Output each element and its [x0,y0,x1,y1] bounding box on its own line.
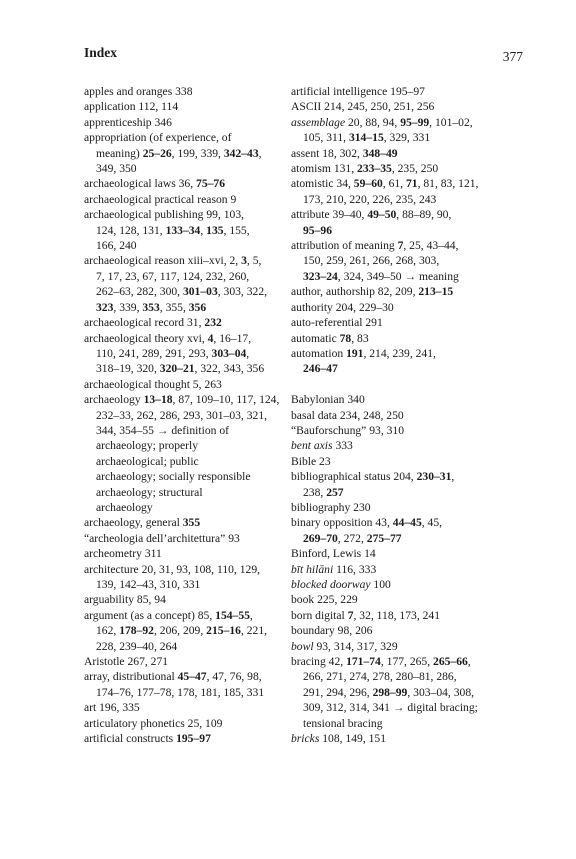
index-entry: archaeological publishing 99, 103, [84,208,245,222]
index-entry-continuation: 344, 354–55 → definition of [96,423,229,437]
index-entry-continuation: archaeology; socially responsible [96,470,251,484]
index-entry: “archeologia dell’architettura” 93 [84,531,240,545]
index-entry-continuation: 266, 271, 274, 278, 280–81, 286, [303,670,457,684]
index-entry-continuation: 173, 210, 220, 226, 235, 243 [303,192,437,206]
index-entry: bricks 108, 149, 151 [291,732,387,746]
index-entry: “Bauforschung” 93, 310 [291,423,405,437]
index-entry-continuation: tensional bracing [303,716,383,730]
index-entry-continuation: 139, 142–43, 310, 331 [96,578,201,591]
index-entry-continuation: 232–33, 262, 286, 293, 301–03, 321, [96,408,268,422]
index-entry-continuation: 318–19, 320, 320–21, 322, 343, 356 [96,362,265,376]
index-entry: automation 191, 214, 239, 241, [291,346,436,360]
index-entry-continuation: archaeology [96,500,153,514]
index-entry: application 112, 114 [84,100,179,114]
index-entry-continuation: 262–63, 282, 300, 301–03, 303, 322, [96,285,268,299]
index-entry: Babylonian 340 [291,393,365,407]
index-entry: automatic 78, 83 [291,331,369,345]
index-entry-continuation: 309, 312, 314, 341 → digital bracing; [303,701,478,715]
index-entry: assent 18, 302, 348–49 [291,146,398,160]
index-entry: born digital 7, 32, 118, 173, 241 [291,608,441,622]
index-entry: blocked doorway 100 [291,577,391,591]
index-entry: articulatory phonetics 25, 109 [84,716,223,730]
index-column-left [84,84,284,746]
index-entry-continuation: 323, 339, 353, 355, 356 [96,300,207,314]
index-entry: bibliographical status 204, 230–31, [291,470,455,484]
index-entry: bibliography 230 [291,500,371,514]
index-entry-continuation: 323–24, 324, 349–50 → meaning [303,269,459,283]
index-entry: archaeology 13–18, 87, 109–10, 117, 124, [84,393,280,407]
index-entry-continuation: 269–70, 272, 275–77 [303,531,402,545]
index-entry-continuation: 238, 257 [303,485,344,499]
index-entry: argument (as a concept) 85, 154–55, [84,608,253,622]
page-number: 377 [502,49,523,64]
index-entry: archaeological record 31, 232 [84,316,222,330]
index-entry: binary opposition 43, 44–45, 45, [291,516,443,530]
index-entry: archaeological theory xvi, 4, 16–17, [84,331,252,345]
index-entry: attribution of meaning 7, 25, 43–44, [291,239,459,253]
index-entry-continuation: 166, 240 [96,239,137,253]
index-entry-continuation: 124, 128, 131, 133–34, 135, 155, [96,223,250,237]
index-entry: arguability 85, 94 [84,593,166,607]
index-entry-continuation: 105, 311, 314–15, 329, 331 [303,131,431,145]
index-entry-continuation: 162, 178–92, 206, 209, 215–16, 221, [96,624,268,638]
index-entry-continuation: 246–47 [303,362,338,376]
index-entry: atomistic 34, 59–60, 61, 71, 81, 83, 121, [291,177,479,191]
index-entry: bowl 93, 314, 317, 329 [291,639,398,653]
index-entry: boundary 98, 206 [291,624,373,638]
index-entry-continuation: archaeology; structural [96,485,203,499]
index-entry: appropriation (of experience, of [84,131,232,145]
index-entry: artificial constructs 195–97 [84,732,211,746]
index-entry-continuation: archaeology; properly [96,439,199,453]
index-entry: archaeological reason xiii–xvi, 2, 3, 5, [84,254,262,268]
index-entry: basal data 234, 248, 250 [291,408,404,422]
index-entry: bent axis 333 [291,439,353,453]
index-entry-continuation: 291, 294, 296, 298–99, 303–04, 308, [303,685,475,699]
index-entry: attribute 39–40, 49–50, 88–89, 90, [291,208,452,222]
index-entry: archaeological laws 36, 75–76 [84,177,226,191]
index-entry: archeometry 311 [84,547,162,561]
index-entry: Aristotle 267, 271 [84,655,169,669]
index-entry: archaeology, general 355 [84,516,201,530]
index-entry: assemblage 20, 88, 94, 95–99, 101–02, [291,115,473,129]
index-entry: author, authorship 82, 209, 213–15 [291,285,454,299]
index-entry: artificial intelligence 195–97 [291,85,425,98]
index-entry: archaeological practical reason 9 [84,192,237,206]
index-entry: apples and oranges 338 [84,85,193,98]
running-head-title: Index [84,45,118,60]
index-entry-continuation: meaning) 25–26, 199, 339, 342–43, [96,146,262,160]
index-entry: atomism 131, 233–35, 235, 250 [291,162,439,176]
index-entry: bracing 42, 171–74, 177, 265, 265–66, [291,655,471,669]
index-entry-continuation: 95–96 [303,223,332,237]
index-entry: array, distributional 45–47, 47, 76, 98, [84,670,262,684]
index-entry-continuation: 110, 241, 289, 291, 293, 303–04, [96,346,250,360]
index-entry: ASCII 214, 245, 250, 251, 256 [291,100,435,114]
index-entry: Bible 23 [291,454,331,468]
letter-section-gap [291,377,501,392]
index-entry: book 225, 229 [291,593,358,607]
index-entry: archaeological thought 5, 263 [84,377,222,391]
index-entry: architecture 20, 31, 93, 108, 110, 129, [84,562,261,576]
index-entry-continuation: archaeological; public [96,454,199,468]
index-entry-continuation: 7, 17, 23, 67, 117, 124, 232, 260, [96,269,250,283]
index-entry-continuation: 150, 259, 261, 266, 268, 303, [303,254,440,268]
index-entry: art 196, 335 [84,701,140,715]
index-entry: auto-referential 291 [291,316,383,330]
index-column-right [291,84,501,746]
index-entry-continuation: 349, 350 [96,162,137,176]
index-entry: Binford, Lewis 14 [291,547,376,561]
index-entry-continuation: 228, 239–40, 264 [96,639,178,653]
index-entry-continuation: 174–76, 177–78, 178, 181, 185, 331 [96,685,265,699]
index-entry: authority 204, 229–30 [291,300,394,314]
index-entry: bīt hilāni 116, 333 [291,562,377,576]
index-entry: apprenticeship 346 [84,115,172,129]
